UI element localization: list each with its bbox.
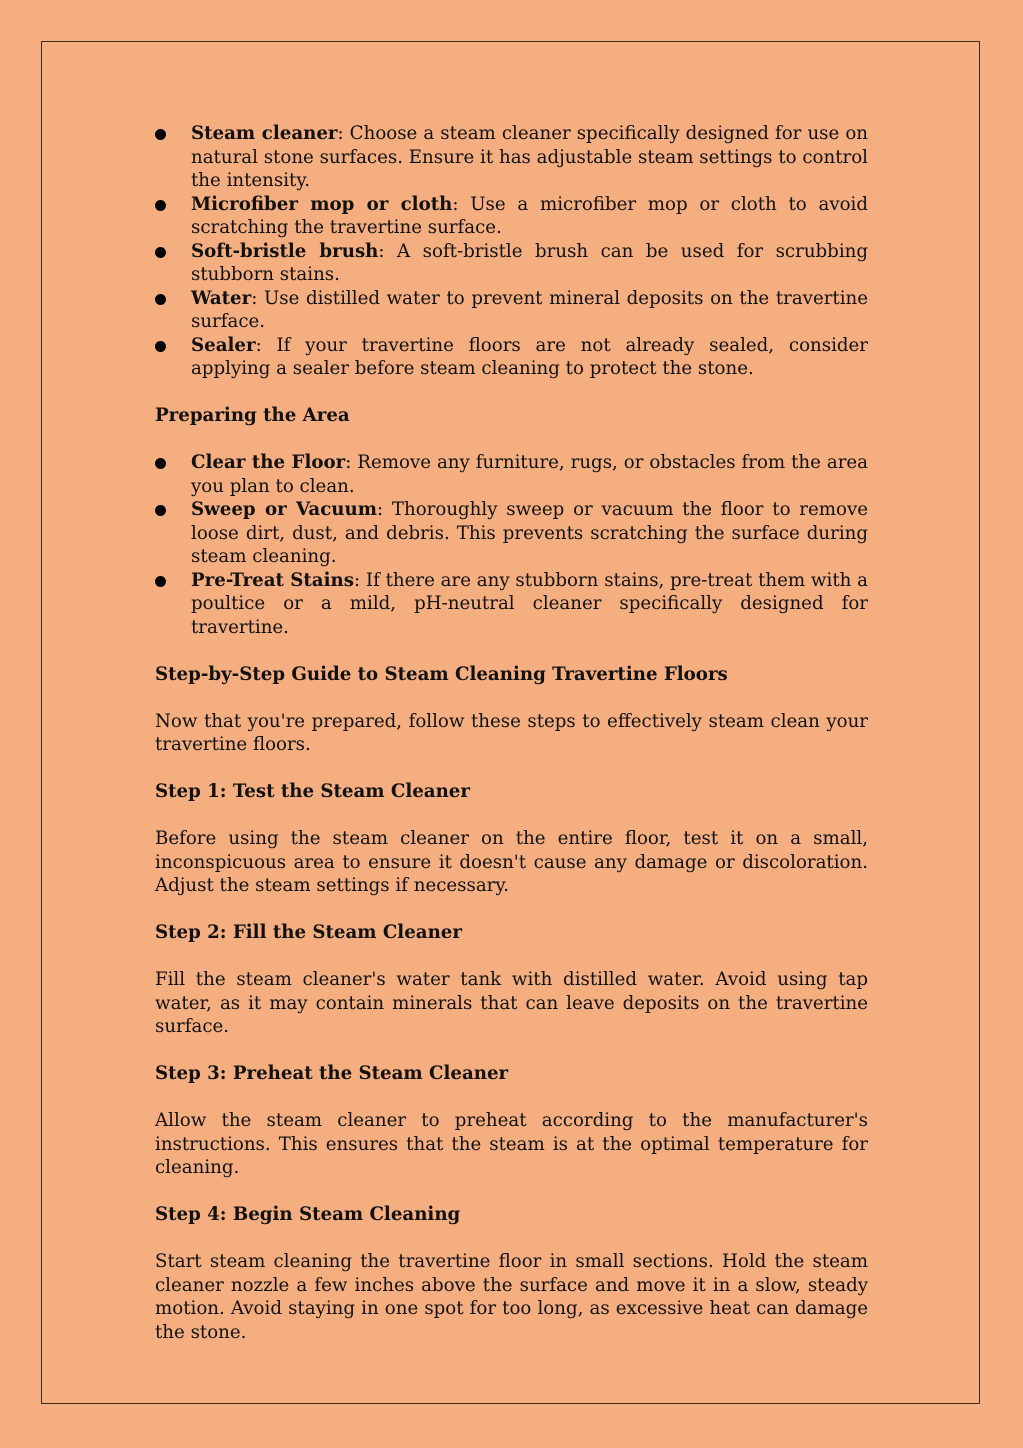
list-item-text: : If there are any stubborn stains, pre-treat them with a poultice or a mild, pH-neutral cleaner specifically designed for travertine. <box>191 569 868 638</box>
list-item <box>155 334 868 381</box>
step-1-paragraph: Before using the steam cleaner on the entire floor, test it on a small, inconspicuous area to ensure it doesn't cause any damage or discoloration. Adjust the steam settings if necessary. <box>155 828 868 896</box>
step-1-heading: Step 1: Test the Steam Cleaner <box>155 781 470 802</box>
step-3-heading: Step 3: Preheat the Steam Cleaner <box>155 1063 509 1084</box>
step-2-paragraph: Fill the steam cleaner's water tank with distilled water. Avoid using tap water, as it may contain minerals that can leave deposits on the travertine surface. <box>155 969 868 1037</box>
list-item-term: Microfiber mop or cloth <box>191 193 453 215</box>
section-heading-preparing: Preparing the Area <box>155 405 350 426</box>
list-item-term: Clear the Floor <box>191 452 346 473</box>
list-item <box>155 193 868 240</box>
list-item <box>155 122 868 193</box>
bullet-icon <box>155 505 166 516</box>
equipment-list <box>155 122 868 381</box>
bullet-icon <box>155 294 166 305</box>
list-item-text: : Choose a steam cleaner specifically designed for use on natural stone surfaces. Ensure it has adjustable steam settings to control the intensity. <box>191 123 868 191</box>
list-item-text: : If your travertine floors are not already sealed, consider applying a sealer before steam cleaning to protect the stone. <box>191 334 868 379</box>
list-item-text: : Remove any furniture, rugs, or obstacles from the area you plan to clean. <box>191 452 868 497</box>
bullet-icon <box>155 458 166 469</box>
preparation-list <box>155 451 868 639</box>
step-4-paragraph: Start steam cleaning the travertine floor in small sections. Hold the steam cleaner nozzle a few inches above the surface and move it in a slow, steady motion. Avoid staying in one spot for too long, as excessive heat can damage the stone. <box>155 1251 868 1343</box>
list-item-term: Soft-bristle brush <box>191 240 379 262</box>
step-4-heading: Step 4: Begin Steam Cleaning <box>155 1204 461 1225</box>
list-item-text: : Use a microfiber mop or cloth to avoid scratching the travertine surface. <box>191 193 869 238</box>
list-item-term: Sealer <box>191 334 256 356</box>
list-item-text: : Use distilled water to prevent mineral deposits on the travertine surface. <box>191 287 868 332</box>
list-item <box>155 569 868 640</box>
list-item-text: : Thoroughly sweep or vacuum the floor to remove loose dirt, dust, and debris. This prevents scratching the surface during steam cleaning. <box>191 499 868 567</box>
document-body <box>155 122 868 1344</box>
step-2-heading: Step 2: Fill the Steam Cleaner <box>155 922 462 943</box>
list-item <box>155 287 868 334</box>
bullet-icon <box>155 247 166 258</box>
bullet-icon <box>155 341 166 352</box>
bullet-icon <box>155 129 166 140</box>
list-item-text: : A soft-bristle brush can be used for scrubbing stubborn stains. <box>191 240 868 285</box>
list-item-term: Water <box>191 287 252 309</box>
list-item <box>155 240 868 287</box>
section-heading-guide: Step-by-Step Guide to Steam Cleaning Travertine Floors <box>155 663 728 685</box>
list-item-term: Sweep or Vacuum <box>191 499 377 520</box>
list-item-term: Pre-Treat Stains <box>191 569 354 591</box>
list-item-term: Steam cleaner <box>191 123 338 144</box>
list-item <box>155 451 868 498</box>
step-3-paragraph: Allow the steam cleaner to preheat according to the manufacturer's instructions. This ensures that the steam is at the optimal temperature for cleaning. <box>155 1110 868 1178</box>
list-item <box>155 498 868 569</box>
bullet-icon <box>155 576 166 587</box>
bullet-icon <box>155 200 166 211</box>
guide-intro-paragraph: Now that you're prepared, follow these steps to effectively steam clean your travertine floors. <box>155 710 868 755</box>
